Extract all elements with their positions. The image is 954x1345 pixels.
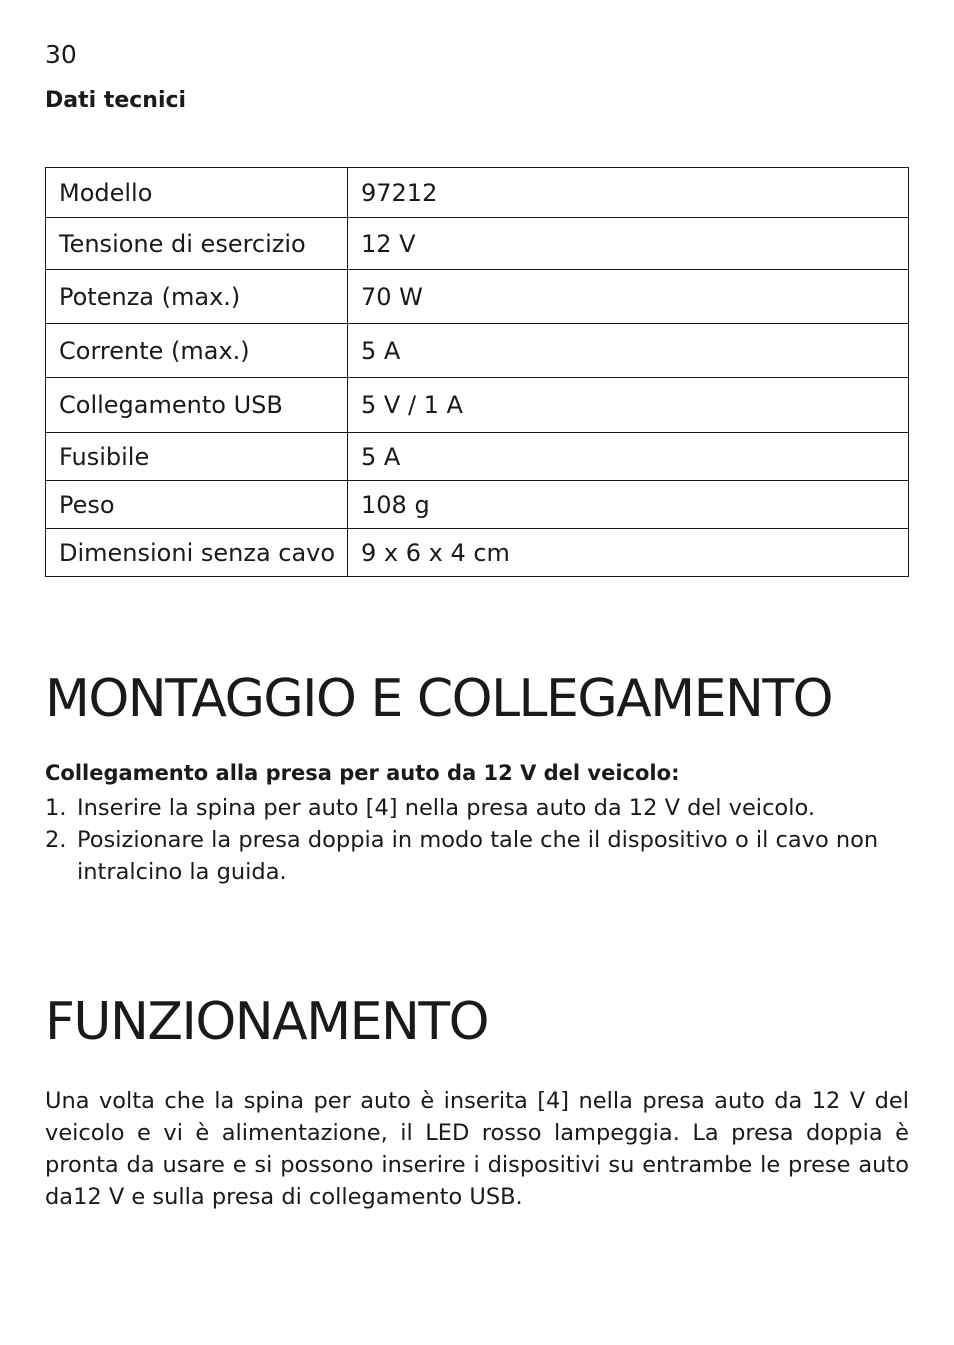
montaggio-steps (45, 792, 909, 888)
table-row (46, 168, 909, 218)
spec-label: Collegamento USB (46, 378, 348, 433)
table-row (46, 378, 909, 433)
table-row (46, 433, 909, 481)
specs-table (45, 167, 909, 577)
spec-label: Peso (46, 481, 348, 529)
montaggio-title: MONTAGGIO E COLLEGAMENTO (45, 669, 833, 729)
spec-value: 12 V (348, 218, 909, 270)
specs-heading: Dati tecnici (45, 88, 187, 113)
step-number: 1. (45, 795, 67, 821)
spec-value: 5 A (348, 433, 909, 481)
table-row (46, 218, 909, 270)
spec-value: 5 V / 1 A (348, 378, 909, 433)
list-item (45, 824, 909, 888)
step-number: 2. (45, 827, 67, 853)
funzionamento-paragraph: Una volta che la spina per auto è inserita [4] nella presa auto da 12 V del veicolo e vi è alimentazione, il LED rosso lampeggia. La presa doppia è pronta da usare e si possono inserire i dispositivi su entrambe le prese auto da12 V e sulla presa di collegamento USB. (45, 1088, 909, 1210)
spec-value: 70 W (348, 270, 909, 324)
spec-label: Corrente (max.) (46, 324, 348, 378)
step-text: Inserire la spina per auto [4] nella presa auto da 12 V del veicolo. (77, 795, 815, 821)
montaggio-subheading: Collegamento alla presa per auto da 12 V del veicolo: (45, 761, 680, 785)
page-number: 30 (45, 40, 77, 69)
funzionamento-title: FUNZIONAMENTO (45, 992, 489, 1052)
spec-value: 108 g (348, 481, 909, 529)
spec-value: 5 A (348, 324, 909, 378)
table-row (46, 529, 909, 577)
list-item (45, 792, 909, 824)
table-row (46, 481, 909, 529)
table-row (46, 270, 909, 324)
table-row (46, 324, 909, 378)
spec-value: 9 x 6 x 4 cm (348, 529, 909, 577)
spec-label: Tensione di esercizio (46, 218, 348, 270)
step-text: Posizionare la presa doppia in modo tale che il dispositivo o il cavo non intralcino la guida. (77, 827, 879, 885)
spec-label: Modello (46, 168, 348, 218)
spec-label: Fusibile (46, 433, 348, 481)
spec-label: Potenza (max.) (46, 270, 348, 324)
spec-value: 97212 (348, 168, 909, 218)
spec-label: Dimensioni senza cavo (46, 529, 348, 577)
